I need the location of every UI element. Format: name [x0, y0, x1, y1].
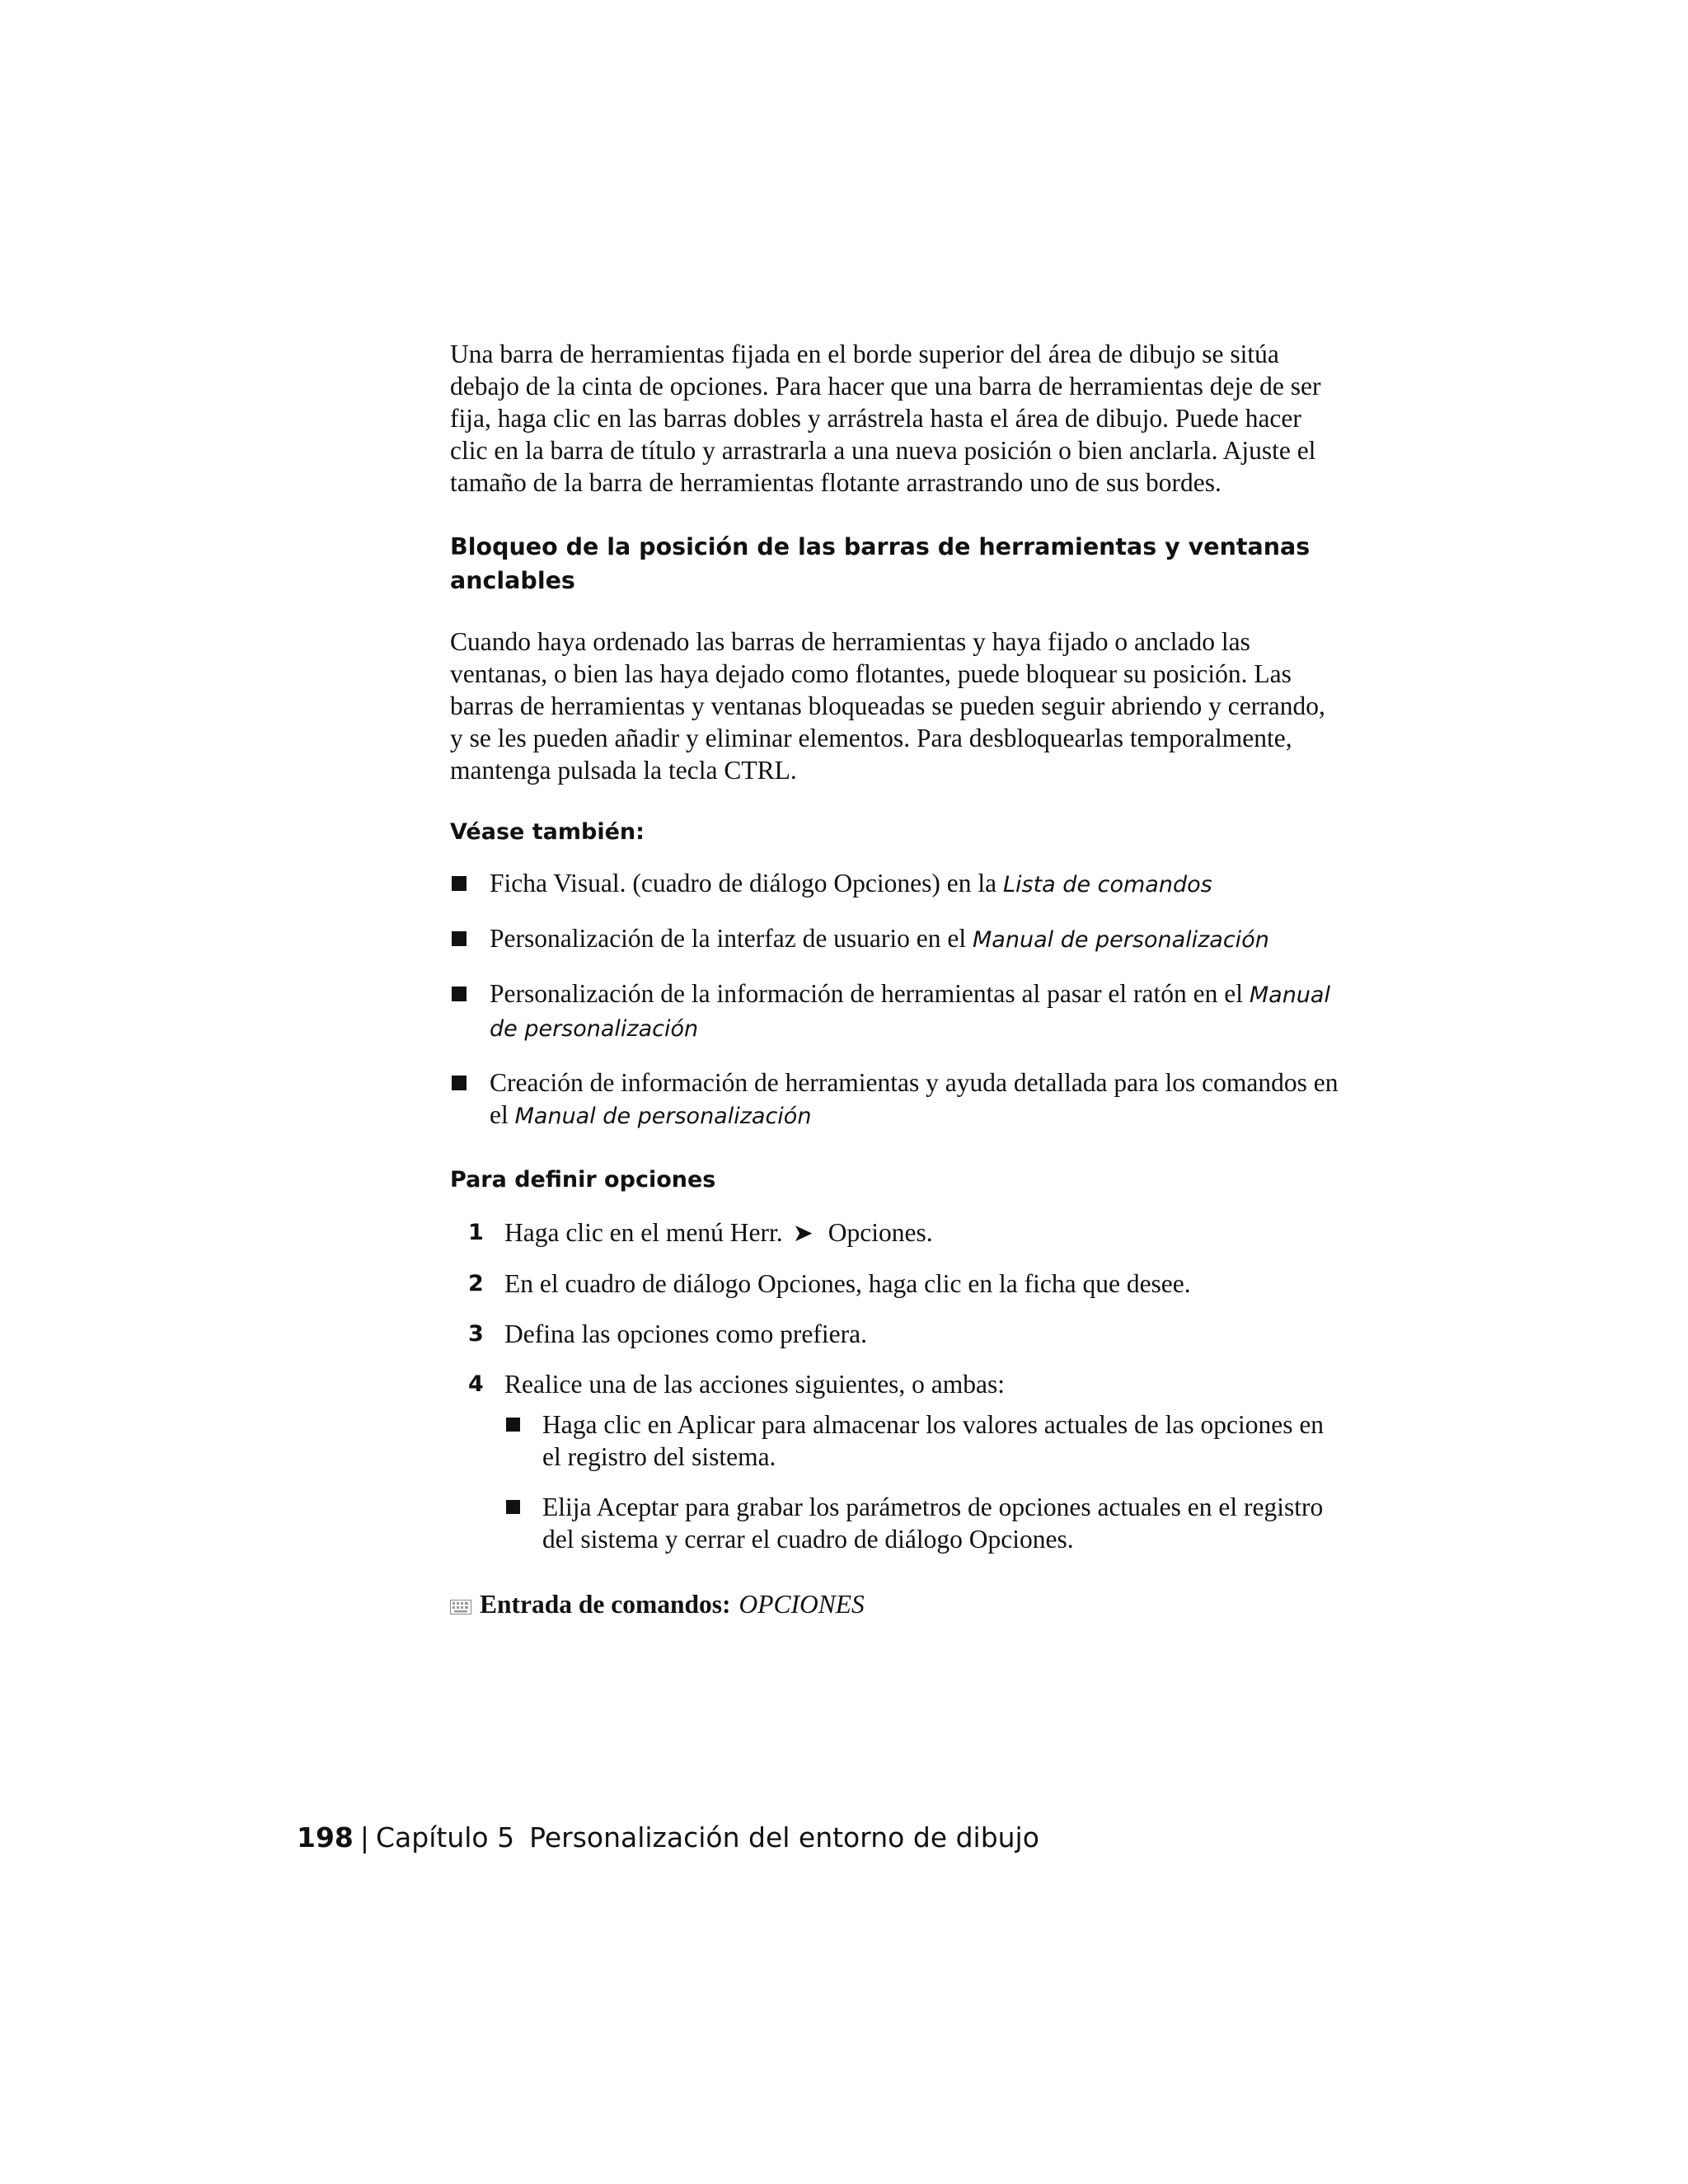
page-footer — [297, 1820, 1039, 1856]
bullet-icon — [452, 876, 467, 891]
list-item — [450, 977, 1340, 1045]
bullet-icon — [506, 1418, 520, 1432]
list-item-text: Personalización de la interfaz de usuario en el — [490, 924, 973, 953]
intro-paragraph: Una barra de herramientas fijada en el borde superior del área de dibujo se sitúa debajo de la cinta de opciones. Para hacer que una barra de herramientas deje de ser fija, haga clic en las barras dobles y arrástrela hasta el área de dibujo. Puede hacer clic en la barra de título y arrastrarla a una nueva posición o bien anclarla. Ajuste el tamaño de la barra de herramientas flotante arrastrando uno de sus bordes. — [450, 340, 1321, 497]
substep-item — [504, 1491, 1340, 1555]
substep-text: Haga clic en Aplicar para almacenar los valores actuales de las opciones en el registro del sistema. — [542, 1410, 1325, 1471]
procedure-steps — [450, 1216, 1340, 1555]
command-entry — [450, 1588, 1340, 1620]
page-number: 198 — [297, 1821, 354, 1854]
reference-link[interactable]: Manual de personalización — [973, 927, 1269, 953]
list-item-text: Creación de información de herramientas y ayuda detallada para los comandos en el — [490, 1068, 1339, 1129]
section-heading: Bloqueo de la posición de las barras de herramientas y ventanas anclables — [450, 533, 1311, 594]
bullet-icon — [452, 1076, 467, 1090]
footer-separator: | — [359, 1821, 370, 1854]
command-entry-label: Entrada de comandos: — [480, 1590, 731, 1619]
command-entry-value: OPCIONES — [738, 1590, 865, 1619]
bullet-icon — [452, 931, 467, 946]
reference-link[interactable]: Lista de comandos — [1002, 872, 1212, 898]
list-item — [450, 867, 1340, 901]
procedure-heading: Para definir opciones — [450, 1167, 716, 1193]
list-item — [450, 922, 1340, 956]
step-text: Realice una de las acciones siguientes, o ambas: — [504, 1370, 1006, 1399]
list-item — [450, 1066, 1340, 1132]
list-item-text: Personalización de la información de herramientas al pasar el ratón en el — [490, 979, 1250, 1008]
step-item — [450, 1368, 1340, 1555]
step-text-after: Opciones. — [828, 1218, 933, 1247]
chapter-title: Personalización del entorno de dibujo — [529, 1821, 1039, 1854]
step-number: 4 — [468, 1371, 484, 1397]
see-also-list — [450, 867, 1340, 1132]
substep-text: Elija Aceptar para grabar los parámetros de opciones actuales en el registro del sistema y cerrar el cuadro de diálogo Opciones. — [542, 1493, 1324, 1554]
step-item — [450, 1268, 1340, 1300]
substep-item — [504, 1408, 1340, 1473]
step-text: En el cuadro de diálogo Opciones, haga clic en la ficha que desee. — [504, 1269, 1191, 1298]
substep-list — [504, 1408, 1340, 1555]
step-text: Haga clic en el menú Herr. — [504, 1218, 783, 1247]
arrow-right-icon: ➤ — [792, 1220, 814, 1247]
section-paragraph: Cuando haya ordenado las barras de herramientas y haya fijado o anclado las ventanas, o bien las haya dejado como flotantes, puede bloquear su posición. Las barras de herramientas y ventanas bloqueadas se pueden seguir abriendo y cerrando, y se les pueden añadir y eliminar elementos. Para desbloquearlas temporalmente, mantenga pulsada la tecla CTRL. — [450, 627, 1325, 785]
reference-link[interactable]: Manual de personalización — [514, 1104, 812, 1129]
step-number: 3 — [468, 1321, 484, 1347]
bullet-icon — [452, 987, 467, 1001]
chapter-label: Capítulo 5 — [376, 1821, 515, 1854]
list-item-text: Ficha Visual. (cuadro de diálogo Opciones) en la — [490, 869, 1003, 898]
reference-link[interactable]: Manual de personalización — [490, 982, 1330, 1042]
step-text: Defina las opciones como prefiera. — [504, 1319, 867, 1348]
bullet-icon — [506, 1500, 520, 1514]
step-item — [450, 1216, 1340, 1249]
keyboard-icon — [450, 1600, 471, 1615]
step-item — [450, 1318, 1340, 1350]
step-number: 1 — [468, 1220, 484, 1245]
see-also-heading: Véase también: — [450, 819, 645, 845]
step-number: 2 — [468, 1271, 484, 1296]
page-content — [450, 338, 1340, 1620]
